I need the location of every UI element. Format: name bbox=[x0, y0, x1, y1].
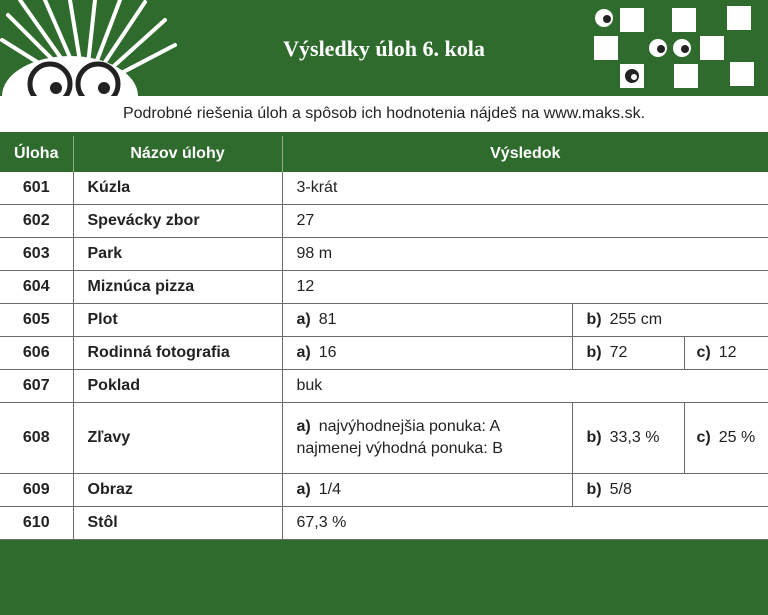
result-part-a bbox=[282, 304, 572, 337]
part-value-b: 33,3 % bbox=[609, 429, 660, 446]
result-part-b bbox=[572, 403, 684, 474]
column-header-name: Názov úlohy bbox=[73, 136, 282, 172]
part-label-c: c) bbox=[696, 344, 711, 361]
table-row bbox=[0, 205, 768, 238]
part-value-c: 25 % bbox=[718, 429, 756, 446]
table-row bbox=[0, 370, 768, 403]
task-result: buk bbox=[282, 370, 768, 403]
table-row bbox=[0, 271, 768, 304]
column-header-result: Výsledok bbox=[282, 136, 768, 172]
part-label-b: b) bbox=[586, 429, 602, 446]
result-part-b bbox=[572, 304, 768, 337]
task-number: 610 bbox=[0, 507, 73, 540]
part-label-a: a) bbox=[296, 418, 311, 435]
task-result: 67,3 % bbox=[282, 507, 768, 540]
task-name: Plot bbox=[73, 304, 282, 337]
table-row bbox=[0, 238, 768, 271]
result-part-b bbox=[572, 337, 684, 370]
table-row bbox=[0, 304, 768, 337]
table-row bbox=[0, 403, 768, 474]
task-number: 605 bbox=[0, 304, 73, 337]
table-row bbox=[0, 172, 768, 205]
column-header-task: Úloha bbox=[0, 136, 73, 172]
result-part-a bbox=[282, 337, 572, 370]
task-number: 607 bbox=[0, 370, 73, 403]
part-value-b: 72 bbox=[609, 344, 628, 361]
task-number: 606 bbox=[0, 337, 73, 370]
results-table bbox=[0, 136, 768, 540]
task-result: 12 bbox=[282, 271, 768, 304]
task-name: Kúzla bbox=[73, 172, 282, 205]
part-value-a: 1/4 bbox=[318, 481, 341, 498]
task-number: 602 bbox=[0, 205, 73, 238]
part-label-b: b) bbox=[586, 481, 602, 498]
task-name: Miznúca pizza bbox=[73, 271, 282, 304]
task-name: Zľavy bbox=[73, 403, 282, 474]
table-row bbox=[0, 337, 768, 370]
part-value-c: 12 bbox=[718, 344, 737, 361]
checkerboard-icon bbox=[582, 0, 768, 96]
task-number: 604 bbox=[0, 271, 73, 304]
table-header-row bbox=[0, 136, 768, 172]
part-label-b: b) bbox=[586, 344, 602, 361]
part-value-a: 81 bbox=[318, 311, 337, 328]
result-part-b bbox=[572, 474, 768, 507]
task-result: 98 m bbox=[282, 238, 768, 271]
task-number: 609 bbox=[0, 474, 73, 507]
header-banner bbox=[0, 0, 768, 96]
task-number: 608 bbox=[0, 403, 73, 474]
task-number: 601 bbox=[0, 172, 73, 205]
result-part-a bbox=[282, 474, 572, 507]
task-result: 3-krát bbox=[282, 172, 768, 205]
part-label-c: c) bbox=[696, 429, 711, 446]
result-part-a bbox=[282, 403, 572, 474]
task-name: Spevácky zbor bbox=[73, 205, 282, 238]
task-name: Obraz bbox=[73, 474, 282, 507]
part-label-a: a) bbox=[296, 481, 311, 498]
part-label-b: b) bbox=[586, 311, 602, 328]
part-label-a: a) bbox=[296, 344, 311, 361]
task-result: 27 bbox=[282, 205, 768, 238]
page-title: Výsledky úloh 6. kola bbox=[283, 36, 485, 61]
part-label-a: a) bbox=[296, 311, 311, 328]
part-value-b: 255 cm bbox=[609, 311, 663, 328]
result-part-c bbox=[684, 337, 768, 370]
task-number: 603 bbox=[0, 238, 73, 271]
subtitle-note: Podrobné riešenia úloh a spôsob ich hodnotenia nájdeš na www.maks.sk. bbox=[0, 96, 768, 132]
result-part-c bbox=[684, 403, 768, 474]
task-name: Poklad bbox=[73, 370, 282, 403]
part-value-a: 16 bbox=[318, 344, 337, 361]
task-name: Park bbox=[73, 238, 282, 271]
task-name: Stôl bbox=[73, 507, 282, 540]
table-row bbox=[0, 474, 768, 507]
part-value-a-line1: najvýhodnejšia ponuka: A bbox=[318, 418, 501, 435]
table-row bbox=[0, 507, 768, 540]
part-value-b: 5/8 bbox=[609, 481, 632, 498]
task-name: Rodinná fotografia bbox=[73, 337, 282, 370]
part-value-a-line2: najmenej výhodná ponuka: B bbox=[296, 440, 503, 457]
